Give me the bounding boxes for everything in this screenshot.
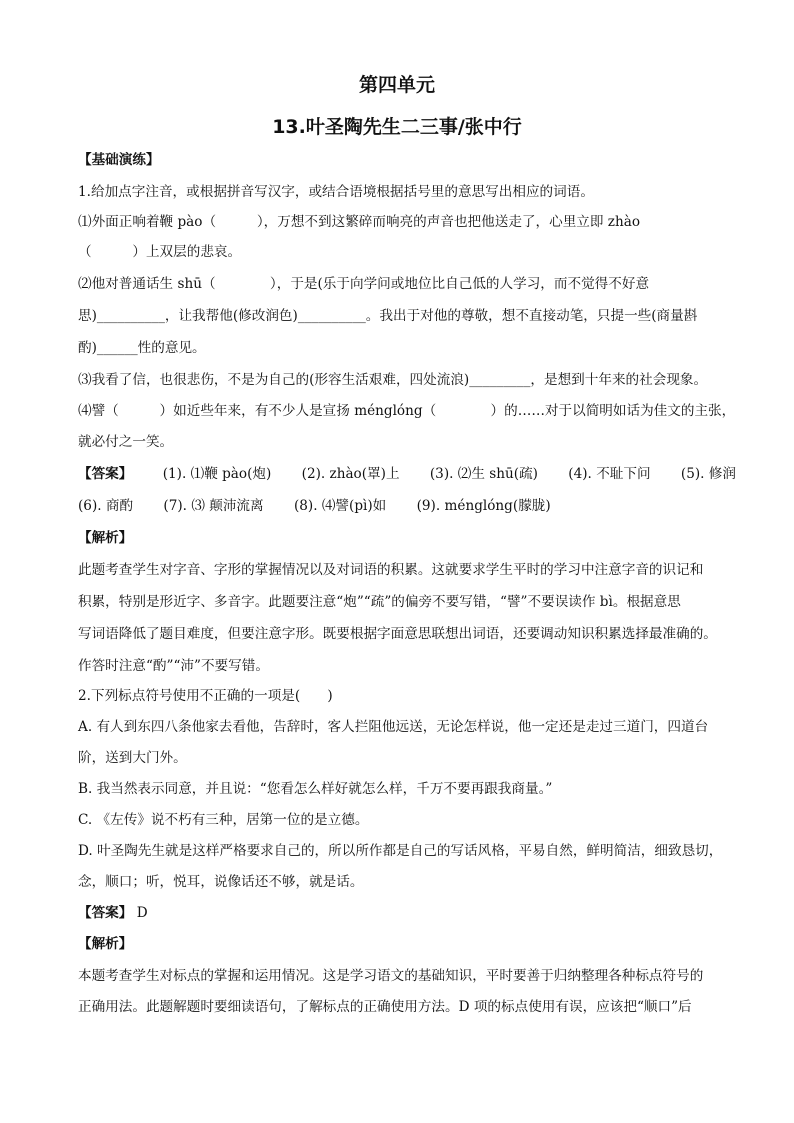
answer-item: (4). 不耻下问 — [568, 466, 651, 482]
answer-item: (1). ⑴鞭 pào(炮) — [162, 466, 272, 482]
q1-answer-row — [78, 496, 551, 516]
answer-item: (2). zhào(罩)上 — [301, 466, 400, 482]
analysis-line: 此题考查学生对字音、字形的掌握情况以及对词语的积累。这就要求学生平时的学习中注意字音的识记和 — [78, 562, 704, 578]
q2-option-a: A. 有人到东四八条他家去看他，告辞时，客人拦阻他远送，无论怎样说，他一定还是走过三道门，四道台 — [78, 719, 709, 735]
answer-item: (7). ⑶ 颠沛流离 — [163, 498, 264, 514]
analysis-label: 【解析】 — [78, 530, 133, 546]
analysis-line: 积累，特别是形近字、多音字。此题要注意“炮”“疏”的偏旁不要写错，“譬”不要误读作 bì。根据意思 — [78, 594, 681, 610]
q1-answer-row — [78, 464, 736, 484]
q2-option-a-cont: 阶，送到大门外。 — [78, 750, 187, 766]
analysis-line: 写词语降低了题目难度，但要注意字形。既要根据字面意思联想出词语，还要调动知识积累选择最准确的。 — [78, 626, 717, 642]
q2-option-c: C. 《左传》说不朽有三种，居第一位的是立德。 — [78, 812, 369, 828]
answer-item: (8). ⑷譬(pì)如 — [293, 498, 387, 514]
answer-item: (3). ⑵生 shū(疏) — [429, 466, 538, 482]
analysis-line: 本题考查学生对标点的掌握和运用情况。这是学习语文的基础知识，平时要善于归纳整理各种标点符号的 — [78, 968, 704, 984]
answer-item: (5). 修润 — [680, 466, 736, 482]
answer-value: D — [136, 905, 148, 921]
q1-line: 酌)______性的意见。 — [78, 340, 206, 356]
answer-item: (9). ménglóng(朦胧) — [416, 498, 551, 514]
answer-label: 【答案】 — [78, 905, 133, 921]
q1-line: ⑴外面正响着鞭 pào（ ），万想不到这繁碎而响亮的声音也把他送走了，心里立即 zhào — [78, 214, 641, 230]
analysis-label: 【解析】 — [78, 936, 133, 952]
q2-option-d: D. 叶圣陶先生就是这样严格要求自己的，所以所作都是自己的写话风格，平易自然，鲜明简洁，细致恳切， — [78, 843, 723, 859]
q1-line: 就必付之一笑。 — [78, 434, 174, 450]
q2-stem: 2.下列标点符号使用不正确的一项是( ) — [78, 688, 333, 704]
analysis-line: 正确用法。此题解题时要细读语句，了解标点的正确使用方法。D 项的标点使用有误，应该把“顺口”后 — [78, 999, 692, 1015]
answer-label: 【答案】 — [78, 466, 133, 482]
q1-line: ⑶我看了信，也很悲伤，不是为自己的(形容生活艰难，四处流浪)_________，是想到十年来的社会现象。 — [78, 372, 708, 388]
q2-answer-row — [78, 903, 148, 923]
q1-stem: 1.给加点字注音，或根据拼音写汉字，或结合语境根据括号里的意思写出相应的词语。 — [78, 184, 594, 200]
lesson-title: 13.叶圣陶先生二三事/张中行 — [272, 116, 522, 138]
q1-line: （ ）上双层的悲哀。 — [78, 244, 242, 260]
q1-line: ⑷譬（ ）如近些年来，有不少人是宣扬 ménglóng（ ）的……对于以简明如话为佳文的主张， — [78, 403, 736, 419]
q2-option-d-cont: 念，顺口；听，悦耳，说像话还不够，就是话。 — [78, 874, 364, 890]
section-label: 【基础演练】 — [78, 152, 160, 168]
answer-item: (6). 商酌 — [78, 498, 134, 514]
q2-option-b: B. 我当然表示同意，并且说：“您看怎么样好就怎么样，千万不要再跟我商量。” — [78, 781, 553, 797]
q1-line: ⑵他对普通话生 shū（ ），于是(乐于向学问或地位比自己低的人学习，而不觉得不好意 — [78, 276, 650, 292]
q1-line: 思)__________，让我帮他(修改润色)__________。我出于对他的尊敬，想不直接动笔，只提一些(商量斟 — [78, 308, 698, 324]
unit-title: 第四单元 — [358, 74, 435, 96]
analysis-line: 作答时注意“酌”“沛”不要写错。 — [78, 658, 269, 674]
